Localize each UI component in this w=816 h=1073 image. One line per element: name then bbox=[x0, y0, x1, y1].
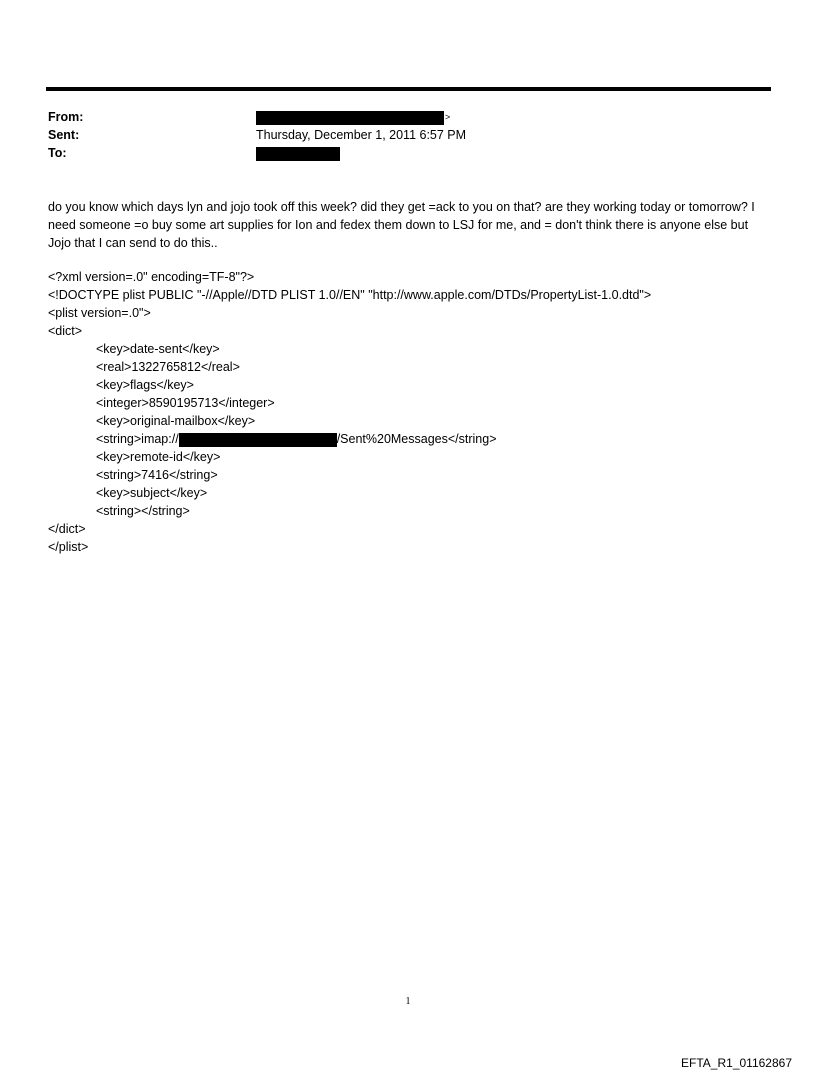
document-id: EFTA_R1_01162867 bbox=[681, 1056, 792, 1070]
xml-entry: <key>subject</key> bbox=[96, 486, 208, 500]
xml-entry: <string></string> bbox=[96, 504, 190, 518]
xml-entry: <key>date-sent</key> bbox=[96, 342, 220, 356]
xml-doctype: <!DOCTYPE plist PUBLIC "-//Apple//DTD PLIST 1.0//EN" "http://www.apple.com/DTDs/PropertyList-1.0.dtd"> bbox=[48, 288, 652, 302]
xml-declaration: <?xml version=.0" encoding=TF-8"?> bbox=[48, 270, 255, 284]
page-number: 1 bbox=[405, 996, 411, 1007]
sent-value: Thursday, December 1, 2011 6:57 PM bbox=[256, 128, 467, 142]
dict-open: <dict> bbox=[48, 324, 83, 338]
redaction-block bbox=[179, 433, 337, 447]
from-label: From: bbox=[48, 110, 84, 124]
xml-entry: <integer>8590195713</integer> bbox=[96, 396, 275, 410]
sent-label: Sent: bbox=[48, 128, 80, 142]
header-rule bbox=[46, 87, 771, 91]
xml-plist-block bbox=[48, 268, 773, 556]
mailbox-suffix: /Sent%20Messages</string> bbox=[336, 432, 497, 446]
xml-entry: <key>original-mailbox</key> bbox=[96, 414, 256, 428]
to-label: To: bbox=[48, 146, 67, 160]
dict-close: </dict> bbox=[48, 522, 86, 536]
from-value bbox=[256, 109, 450, 125]
xml-entry: <key>remote-id</key> bbox=[96, 450, 221, 464]
to-value bbox=[256, 145, 340, 161]
plist-open: <plist version=.0"> bbox=[48, 306, 151, 320]
redaction-block bbox=[256, 111, 444, 125]
xml-entry: <string>7416</string> bbox=[96, 468, 218, 482]
xml-entry: <key>flags</key> bbox=[96, 378, 194, 392]
message-body: do you know which days lyn and jojo took off this week? did they get =ack to you on that? are they working today or tomorrow? I need someone =o buy some art supplies for Ion and fedex them down to LSJ for me, and = don't think there is anyone else but Jojo that I can send to do this.. bbox=[48, 200, 755, 250]
mailbox-prefix: <string>imap:// bbox=[96, 432, 179, 446]
xml-entry: <real>1322765812</real> bbox=[96, 360, 240, 374]
plist-close: </plist> bbox=[48, 540, 89, 554]
redaction-block bbox=[256, 147, 340, 161]
from-tail: > bbox=[445, 112, 451, 122]
mailbox-line bbox=[48, 430, 773, 448]
